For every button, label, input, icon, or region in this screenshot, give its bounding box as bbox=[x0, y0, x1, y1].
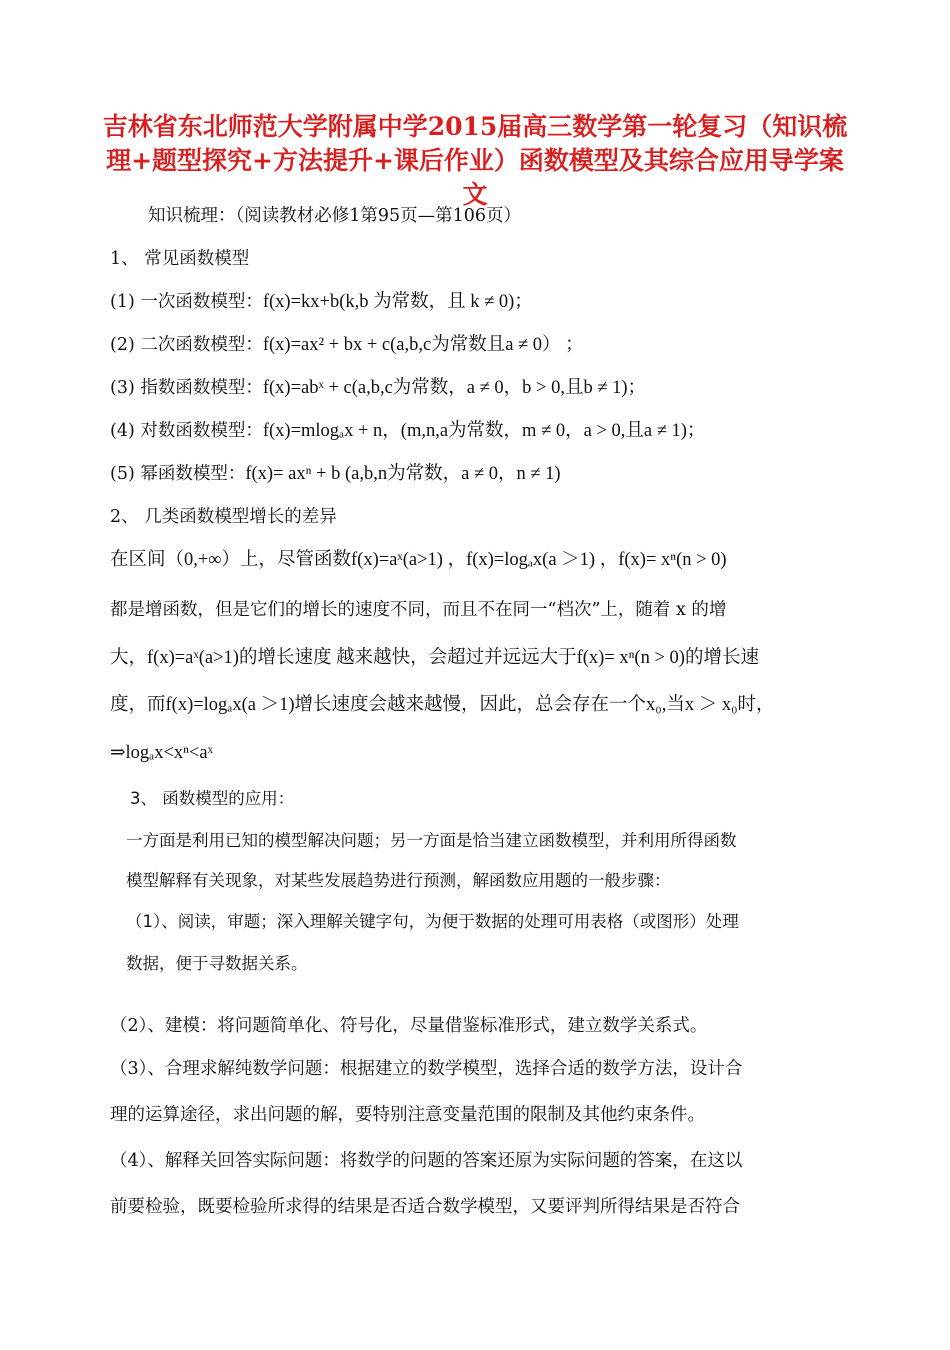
model-label: (1) 一次函数模型： bbox=[110, 292, 263, 312]
application-line-1: 一方面是利用已知的模型解决问题；另一方面是恰当建立函数模型，并利用所得函数 bbox=[126, 831, 737, 850]
model-label: (4) 对数函数模型： bbox=[110, 421, 263, 441]
application-line-4: 数据，便于寻数据关系。 bbox=[126, 954, 308, 973]
growth-inequality: ⇒logₐx<xⁿ<aˣ bbox=[110, 743, 213, 763]
section3-heading: 3、 函数模型的应用： bbox=[130, 789, 295, 808]
model-label: (2) 二次函数模型： bbox=[110, 335, 263, 355]
model-item-5 bbox=[110, 461, 561, 487]
intro-line: 知识梳理：（阅读教材必修1第95页—第106页） bbox=[148, 206, 522, 226]
application-line-3: （1）、阅读，审题；深入理解关键字句，为便于数据的处理可用表格（或图形）处理 bbox=[126, 912, 739, 931]
growth-line-2: 都是增函数，但是它们的增长的速度不同，而且不在同一“档次”上，随着 x 的增 bbox=[110, 600, 727, 620]
document-title: 吉林省东北师范大学附属中学2015届高三数学第一轮复习（知识梳理+题型探究+方法提升+课后作业）函数模型及其综合应用导学案 文 bbox=[102, 112, 848, 209]
model-item-4 bbox=[110, 418, 705, 444]
growth-line-4: 度，而f(x)=logₐx(a ＞1)增长速度会越来越慢，因此，总会存在一个x₀,当x ＞ x₀时， bbox=[110, 695, 775, 715]
step-4-line-1: （4）、解释关回答实际问题：将数学的问题的答案还原为实际问题的答案，在这以 bbox=[110, 1151, 743, 1171]
growth-line-3: 大，f(x)=aˣ(a>1)的增长速度 越来越快，会超过并远远大于f(x)= xⁿ(n > 0)的增长速 bbox=[110, 648, 759, 668]
step-3-line-1: （3）、合理求解纯数学问题：根据建立的数学模型，选择合适的数学方法，设计合 bbox=[110, 1059, 743, 1079]
model-formula: f(x)=mlogₐx + n，(m,n,a为常数，m ≠ 0，a > 0,且a ≠ 1)； bbox=[262, 421, 706, 441]
step-3-line-2: 理的运算途径，求出问题的解，要特别注意变量范围的限制及其他约束条件。 bbox=[110, 1105, 705, 1125]
growth-line-1: 在区间（0,+∞）上，尽管函数f(x)=aˣ(a>1) ，f(x)=logₐx(a ＞1) ，f(x)= xⁿ(n > 0) bbox=[110, 550, 727, 570]
section2-heading: 2、 几类函数模型增长的差异 bbox=[110, 507, 337, 527]
model-label: (5) 幂函数模型： bbox=[110, 464, 246, 484]
model-formula: f(x)=ax² + bx + c(a,b,c为常数且a ≠ 0） ； bbox=[262, 335, 584, 355]
section1-heading: 1、 常见函数模型 bbox=[110, 249, 250, 269]
step-2: （2）、建模：将问题简单化、符号化，尽量借鉴标准形式，建立数学关系式。 bbox=[110, 1016, 708, 1036]
model-item-2 bbox=[110, 332, 584, 358]
application-line-2: 模型解释有关现象，对某些发展趋势进行预测，解函数应用题的一般步骤： bbox=[126, 871, 671, 890]
model-item-1 bbox=[110, 289, 533, 315]
model-formula: f(x)=kx+b(k,b 为常数，且 k ≠ 0)； bbox=[262, 292, 533, 312]
step-4-line-2: 前要检验，既要检验所求得的结果是否适合数学模型，又要评判所得结果是否符合 bbox=[110, 1197, 740, 1217]
model-formula: f(x)=abˣ + c(a,b,c为常数，a ≠ 0，b > 0,且b ≠ 1)； bbox=[262, 378, 647, 398]
model-item-3 bbox=[110, 375, 646, 401]
model-label: (3) 指数函数模型： bbox=[110, 378, 263, 398]
model-formula: f(x)= axⁿ + b (a,b,n为常数，a ≠ 0，n ≠ 1) bbox=[245, 464, 561, 484]
